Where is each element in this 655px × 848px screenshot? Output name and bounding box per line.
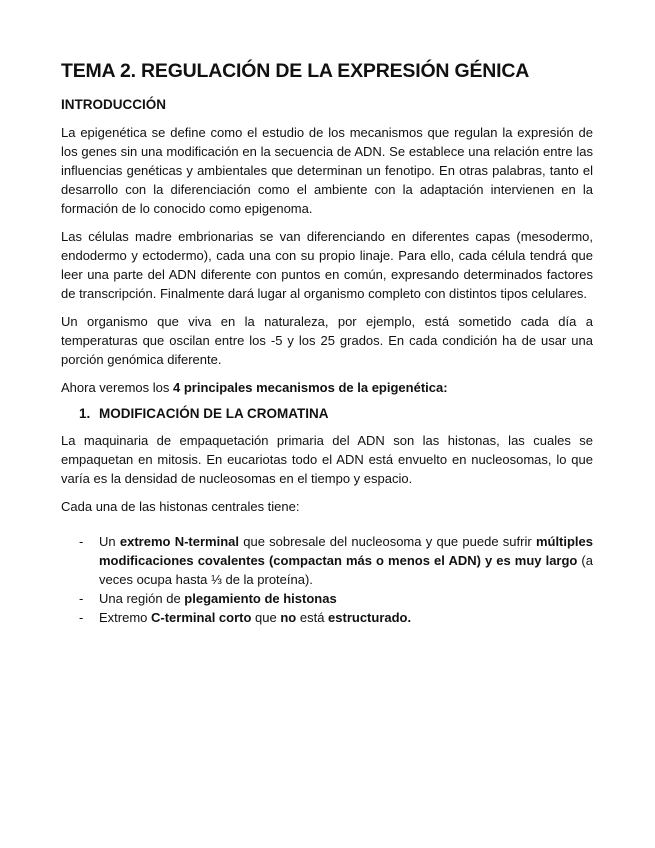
dash-bullet: - [79,610,84,625]
section-number: 1. [79,406,91,421]
list-item [61,608,593,627]
list-text: Un [99,534,120,549]
list-bold-text: estructurado. [328,610,412,625]
list-bold-text: no [280,610,297,625]
paragraph-histones: La maquinaria de empaquetación primaria del ADN son las histonas, las cuales se empaquetan en mitosis. En eucariotas todo el ADN está envuelto en nucleosomas, lo que varía es la densidad de nucleosomas en el tiempo y espacio. [61,433,593,486]
paragraph-epigenetics-definition: La epigenética se define como el estudio de los mecanismos que regulan la expresión de los genes sin una modificación en la secuencia de ADN. Se establece una relación entre las influencias genéticas y ambientales que determinan un fenotipo. En otras palabras, tanto el desarrollo con la diferenciación como el ambiente con la adaptación intervienen en la formación de lo conocido como epigenoma. [61,125,593,216]
paragraph-mechanisms-intro [61,378,593,397]
dash-bullet: - [79,534,84,549]
list-bold-text: múltiples modificaciones covalentes (compactan más o menos el ADN) y es muy largo [99,534,594,568]
histone-features-list [61,532,593,627]
dash-bullet: - [79,591,84,606]
list-bold-text: C-terminal corto [151,610,252,625]
paragraph-organism-temperature: Un organismo que viva en la naturaleza, por ejemplo, está sometido cada día a temperaturas que oscilan entre los -5 y los 25 grados. En cada condición ha de usar una porción genómica diferente. [61,314,593,367]
list-bold-text: extremo N-terminal [119,534,239,549]
list-item [61,532,593,589]
list-text: que sobresale del nucleosoma y que puede sufrir [239,534,536,549]
section-heading-chromatin [61,406,593,421]
list-text: está [296,610,329,625]
mechanisms-intro-prefix: Ahora veremos los [61,380,173,395]
list-text: Una región de [99,591,185,606]
section-heading-text: MODIFICACIÓN DE LA CROMATINA [99,406,329,421]
mechanisms-intro-bold: 4 principales mecanismos de la epigenética: [173,380,448,395]
list-bold-text: plegamiento de histonas [184,591,337,606]
paragraph-list-intro: Cada una de las histonas centrales tiene: [61,499,300,514]
list-text: que [251,610,281,625]
intro-heading: INTRODUCCIÓN [61,97,166,112]
list-item [61,589,593,608]
list-text: (a veces ocupa hasta ⅓ de la proteína). [99,553,593,587]
list-text: Extremo [99,610,152,625]
document-page [61,60,593,627]
document-title: TEMA 2. REGULACIÓN DE LA EXPRESIÓN GÉNICA [61,60,530,82]
paragraph-stem-cells: Las células madre embrionarias se van diferenciando en diferentes capas (mesodermo, endodermo y ectodermo), cada una con su propio linaje. Para ello, cada célula tendrá que leer una parte del ADN diferente con puntos en común, expresando determinados factores de transcripción. Finalmente dará lugar al organismo completo con distintos tipos celulares. [61,229,593,301]
